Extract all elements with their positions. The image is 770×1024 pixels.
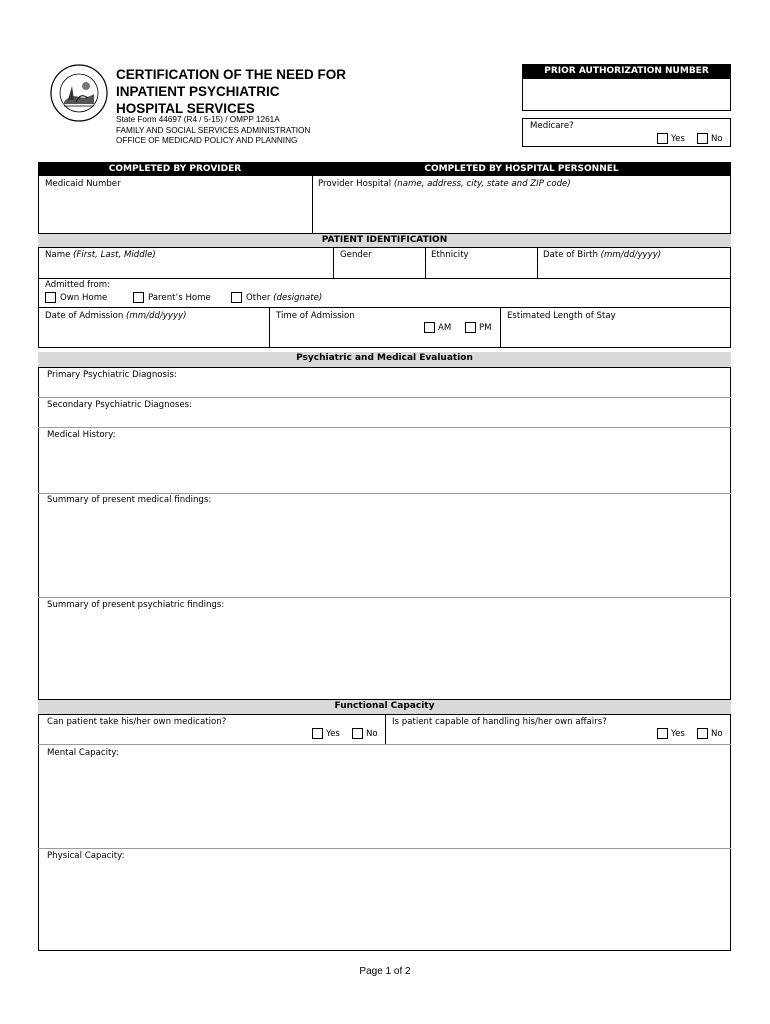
medical-history-label: Medical History: — [47, 430, 116, 440]
medicare-yes-label: Yes — [671, 134, 685, 144]
affairs-no-checkbox[interactable] — [697, 728, 708, 739]
affairs-yes-label: Yes — [671, 729, 685, 739]
medical-findings-field[interactable] — [40, 507, 729, 596]
medication-question-label: Can patient take his/her own medication? — [47, 717, 227, 727]
medicare-no-label: No — [711, 134, 723, 144]
functional-capacity-header: Functional Capacity — [38, 699, 731, 715]
ethnicity-label: Ethnicity — [431, 250, 469, 260]
title-line-2: INPATIENT PSYCHIATRIC — [116, 84, 280, 99]
agency-name: FAMILY AND SOCIAL SERVICES ADMINISTRATION — [116, 125, 311, 135]
dob-hint: (mm/dd/yyyy) — [600, 250, 662, 260]
patient-identification-header: PATIENT IDENTIFICATION — [38, 233, 731, 248]
time-of-admission-label: Time of Admission — [276, 311, 355, 321]
divider — [312, 162, 313, 233]
length-of-stay-label: Estimated Length of Stay — [507, 311, 616, 321]
parents-home-checkbox[interactable] — [133, 292, 144, 303]
medication-no-checkbox[interactable] — [352, 728, 363, 739]
divider — [269, 307, 270, 348]
medicare-label: Medicare? — [530, 121, 574, 131]
title-line-3: HOSPITAL SERVICES — [116, 101, 255, 116]
physical-capacity-field[interactable] — [40, 863, 729, 949]
mental-capacity-label: Mental Capacity: — [47, 748, 119, 758]
own-home-checkbox[interactable] — [45, 292, 56, 303]
medication-no-label: No — [366, 729, 378, 739]
mental-capacity-field[interactable] — [40, 760, 729, 847]
date-admission-text: Date of Admission — [45, 311, 124, 321]
medication-yes-checkbox[interactable] — [312, 728, 323, 739]
provider-hospital-field[interactable] — [314, 190, 729, 230]
row-divider — [38, 397, 731, 398]
pm-checkbox[interactable] — [465, 322, 476, 333]
affairs-question-label: Is patient capable of handling his/her own affairs? — [392, 717, 607, 727]
parents-home-label: Parent’s Home — [148, 293, 211, 303]
psychiatric-findings-field[interactable] — [40, 612, 729, 698]
affairs-no-label: No — [711, 729, 723, 739]
divider — [385, 715, 386, 744]
am-checkbox[interactable] — [424, 322, 435, 333]
other-label — [246, 293, 322, 303]
psychiatric-medical-evaluation-header: Psychiatric and Medical Evaluation — [38, 352, 731, 368]
am-label: AM — [438, 323, 452, 333]
gender-label: Gender — [340, 250, 372, 260]
row-divider — [38, 597, 731, 598]
medicare-no-checkbox[interactable] — [697, 133, 708, 144]
divider — [425, 248, 426, 278]
medicaid-number-label: Medicaid Number — [45, 179, 121, 189]
dob-text: Date of Birth — [543, 250, 598, 260]
state-seal — [50, 64, 108, 122]
pm-label: PM — [479, 323, 492, 333]
page-number: Page 1 of 2 — [359, 966, 411, 977]
physical-capacity-label: Physical Capacity: — [47, 851, 125, 861]
completed-by-hospital-header: COMPLETED BY HOSPITAL PERSONNEL — [312, 162, 731, 176]
other-text: Other — [246, 293, 271, 303]
name-text: Name — [45, 250, 71, 260]
medication-yes-label: Yes — [326, 729, 340, 739]
prior-authorization-header: PRIOR AUTHORIZATION NUMBER — [522, 64, 731, 79]
form-number: State Form 44697 (R4 / 5-15) / OMPP 1261A — [116, 115, 280, 124]
admitted-from-label: Admitted from: — [45, 280, 111, 290]
medical-history-field[interactable] — [40, 442, 729, 492]
completed-by-provider-header: COMPLETED BY PROVIDER — [38, 162, 312, 176]
own-home-label: Own Home — [60, 293, 108, 303]
row-divider — [38, 427, 731, 428]
date-of-birth-label — [543, 250, 661, 260]
secondary-diagnoses-label: Secondary Psychiatric Diagnoses: — [47, 400, 192, 410]
medicaid-number-field[interactable] — [40, 190, 310, 230]
other-checkbox[interactable] — [231, 292, 242, 303]
secondary-diagnoses-field[interactable] — [40, 412, 729, 426]
divider — [500, 307, 501, 348]
office-name: OFFICE OF MEDICAID POLICY AND PLANNING — [116, 136, 298, 145]
other-hint: (designate) — [273, 293, 323, 303]
provider-hospital-label — [318, 179, 571, 189]
row-divider — [38, 493, 731, 494]
row-divider — [38, 848, 731, 849]
medicare-yes-checkbox[interactable] — [657, 133, 668, 144]
name-hint: (First, Last, Middle) — [73, 250, 156, 260]
title-line-1: CERTIFICATION OF THE NEED FOR — [116, 67, 346, 82]
medical-findings-label: Summary of present medical findings: — [47, 495, 212, 505]
divider — [537, 248, 538, 278]
date-of-admission-label — [45, 311, 187, 321]
provider-hospital-hint: (name, address, city, state and ZIP code) — [393, 179, 571, 189]
primary-diagnosis-label: Primary Psychiatric Diagnosis: — [47, 370, 177, 380]
row-divider — [38, 744, 731, 745]
name-label — [45, 250, 156, 260]
form-title — [116, 66, 416, 117]
affairs-yes-checkbox[interactable] — [657, 728, 668, 739]
primary-diagnosis-field[interactable] — [40, 382, 729, 396]
date-admission-hint: (mm/dd/yyyy) — [126, 311, 187, 321]
row-divider — [38, 278, 731, 279]
provider-hospital-text: Provider Hospital — [318, 179, 392, 189]
row-divider — [38, 307, 731, 308]
form-info — [116, 115, 310, 147]
divider — [333, 248, 334, 278]
psychiatric-findings-label: Summary of present psychiatric findings: — [47, 600, 225, 610]
